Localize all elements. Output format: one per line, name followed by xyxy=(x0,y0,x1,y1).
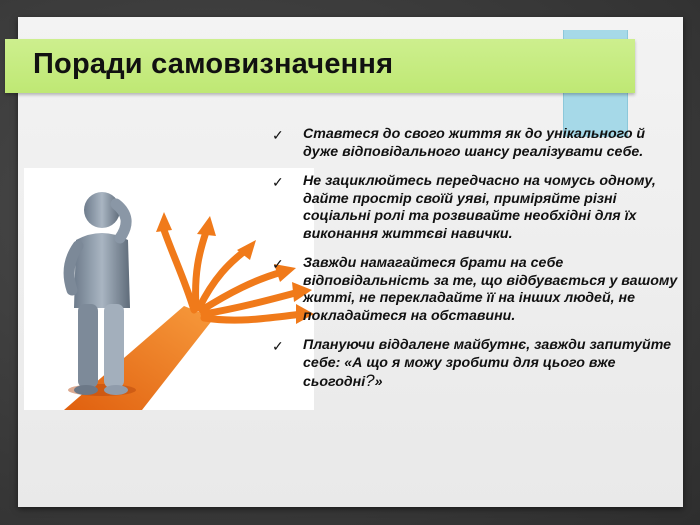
person-arrows-icon xyxy=(24,168,314,410)
list-item xyxy=(272,337,682,392)
list-item xyxy=(272,255,682,325)
list-item-text: Плануючи віддалене майбутнє, завжди запитуйте себе: «А що я можу зробити для цього вже сьогодні xyxy=(303,337,672,390)
checkmark-icon: ✓ xyxy=(272,256,284,272)
list-item-text: Завжди намагайтеся брати на себе відповідальність за те, що відбувається у вашому житті, не перекладайте її на інших людей, не покладайтеся на обставини. xyxy=(303,255,678,324)
question-mark: ? xyxy=(365,371,375,390)
closing-quote: » xyxy=(374,374,383,390)
list-item xyxy=(272,126,682,161)
page-title: Поради самовизначення xyxy=(33,48,394,80)
list-item-text: Ставтеся до свого життя як до унікального й дуже відповідального шансу реалізувати себе. xyxy=(303,126,646,160)
list-item-text: Не зациклюйтесь передчасно на чомусь одному, дайте простір своїй уяві, приміряйте різні соціальні ролі та розвивайте необхідні для їх виконання життєві навички. xyxy=(303,173,656,242)
crossroads-illustration xyxy=(24,168,314,410)
checkmark-icon: ✓ xyxy=(272,174,284,190)
advice-list xyxy=(272,126,682,404)
checkmark-icon: ✓ xyxy=(272,338,284,354)
list-item xyxy=(272,173,682,243)
checkmark-icon: ✓ xyxy=(272,127,284,143)
